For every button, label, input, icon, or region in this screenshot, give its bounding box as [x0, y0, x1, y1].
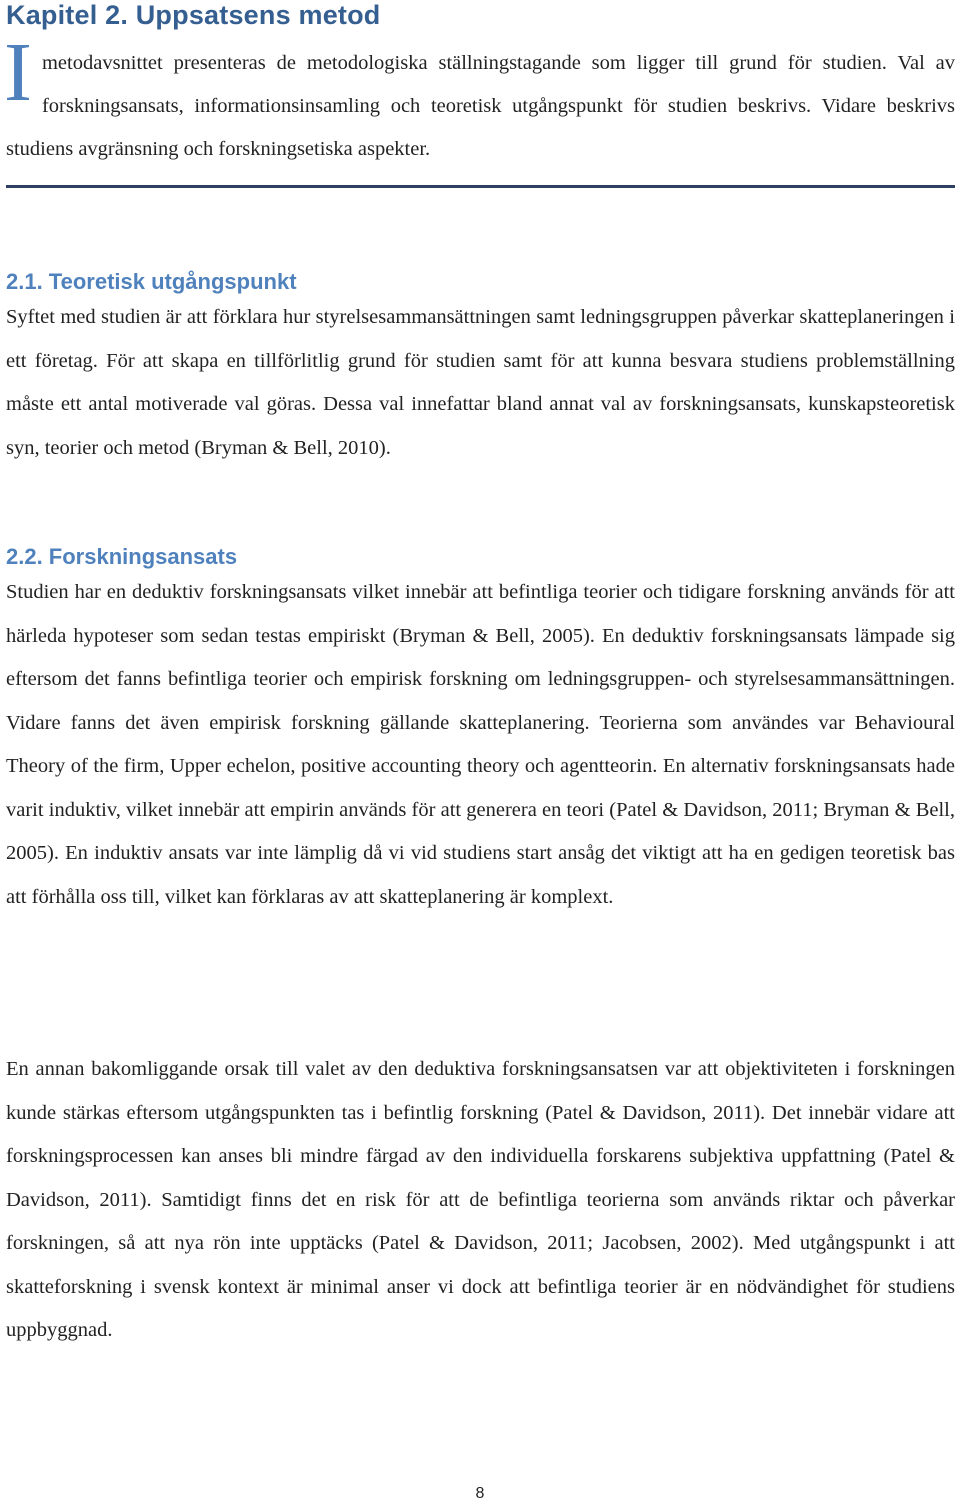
section-heading-2-2: 2.2. Forskningsansats: [6, 544, 238, 569]
section-heading-2-1: 2.1. Teoretisk utgångspunkt: [6, 269, 297, 294]
document-page: [4, 0, 955, 1341]
dropcap-letter: I: [4, 26, 32, 119]
chapter-intro: [4, 26, 955, 171]
intro-divider: [6, 185, 955, 188]
chapter-intro-text: metodavsnittet presenteras de metodologiska ställningstagande som ligger till grund för studien. Val av forskningsansats, informationsinsamling och teoretisk utgångspunkt för studien beskrivs. Vidare beskrivs studiens avgränsning och forskningsetiska aspekter.: [6, 52, 955, 160]
section-2-1-paragraph: Syftet med studien är att förklara hur styrelsesammansättningen samt ledningsgruppen påverkar skatteplaneringen i ett företag. För att skapa en tillförlitlig grund för studien samt för att kunna besvara studiens problemställning måste ett antal motiverade val göras. Dessa val innefattar bland annat val av forskningsansats, kunskapsteoretisk syn, teorier och metod (Bryman & Bell, 2010).: [6, 306, 955, 459]
section-2-2-paragraph-1: Studien har en deduktiv forskningsansats vilket innebär att befintliga teorier och tidigare forskning används för att härleda hypoteser som sedan testas empiriskt (Bryman & Bell, 2005). En deduktiv forskningsansats lämpade sig eftersom det fanns befintliga teorier och empirisk forskning om ledningsgruppen- och styrelsesammansättningen. Vidare fanns det även empirisk forskning gällande skatteplanering. Teorierna som användes var Behavioural Theory of the firm, Upper echelon, positive accounting theory och agentteorin. En alternativ forskningsansats hade varit induktiv, vilket innebär att empirin används för att generera en teori (Patel & Davidson, 2011; Bryman & Bell, 2005). En induktiv ansats var inte lämplig då vi vid studiens start ansåg det viktigt att ha en gedigen teoretisk bas att förhålla oss till, vilket kan förklaras av att skatteplanering är komplext.: [6, 581, 955, 908]
section-2-2-paragraph-2: En annan bakomliggande orsak till valet av den deduktiva forskningsansatsen var att objektiviteten i forskningen kunde stärkas eftersom utgångspunkten tas i befintlig forskning (Patel & Davidson, 2011). Det innebär vidare att forskningsprocessen kan anses bli mindre färgad av den individuella forskarens subjektiva uppfattning (Patel & Davidson, 2011). Samtidigt finns det en risk för att de befintliga teorierna som används riktar och påverkar forskningen, så att nya rön inte upptäcks (Patel & Davidson, 2011; Jacobsen, 2002). Med utgångspunkt i att skatteforskning i svensk kontext är minimal anser vi dock att befintliga teorier är en nödvändighet för studiens uppbyggnad.: [6, 1058, 955, 1341]
page-number: 8: [475, 1485, 485, 1502]
chapter-title: Kapitel 2. Uppsatsens metod: [6, 0, 381, 30]
